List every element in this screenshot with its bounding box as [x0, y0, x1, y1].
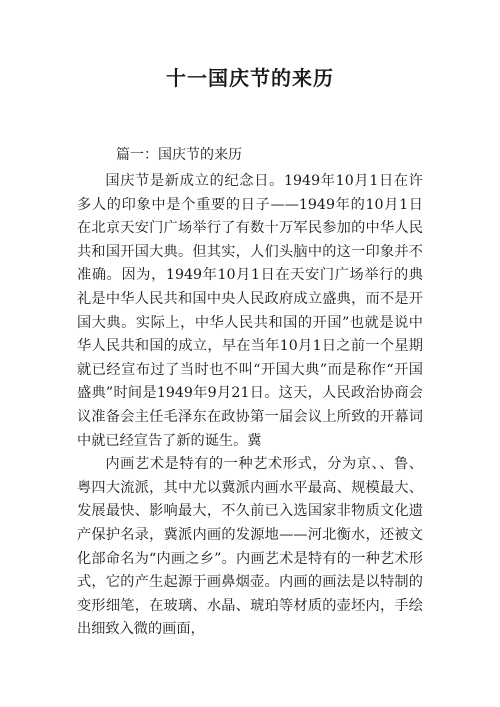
document-body	[77, 170, 423, 642]
section-heading: 篇一：国庆节的来历	[116, 147, 242, 163]
page-title: 十一国庆节的来历	[166, 66, 334, 90]
paragraph-national-day: 国庆节是新成立的纪念日。1949年10月1日在许多人的印象中是个重要的日子——1949年的10月1日在北京天安门广场举行了有数十万军民参加的中华人民共和国开国大典。但其实，人们头脑中的这一印象并不准确。因为，1949年10月1日在天安门广场举行的典礼是中华人民共和国中央人民政府成立盛典，而不是开国大典。实际上，中华人民共和国的开国”也就是说中华人民共和国的成立，早在当年10月1日之前一个星期就已经宣布过了当时也不叫“开国大典”而是称作“开国盛典”时间是1949年9月21日。这天，人民政治协商会议准备会主任毛泽东在政协第一届会议上所致的开幕词中就已经宣告了新的诞生。冀	[77, 173, 423, 449]
paragraph-inner-painting: 内画艺术是特有的一种艺术形式，分为京、、鲁、粤四大流派，其中尤以冀派内画水平最高、规模最大、发展最快、影响最大，不久前已入选国家非物质文化遗产保护名录，冀派内画的发源地——河北衡水，还被文化部命名为“内画之乡”。内画艺术是特有的一种艺术形式，它的产生起源于画鼻烟壶。内画的画法是以特制的变形细笔，在玻璃、水晶、琥珀等材质的壶坯内，手绘出细致入微的画面，	[77, 456, 423, 638]
